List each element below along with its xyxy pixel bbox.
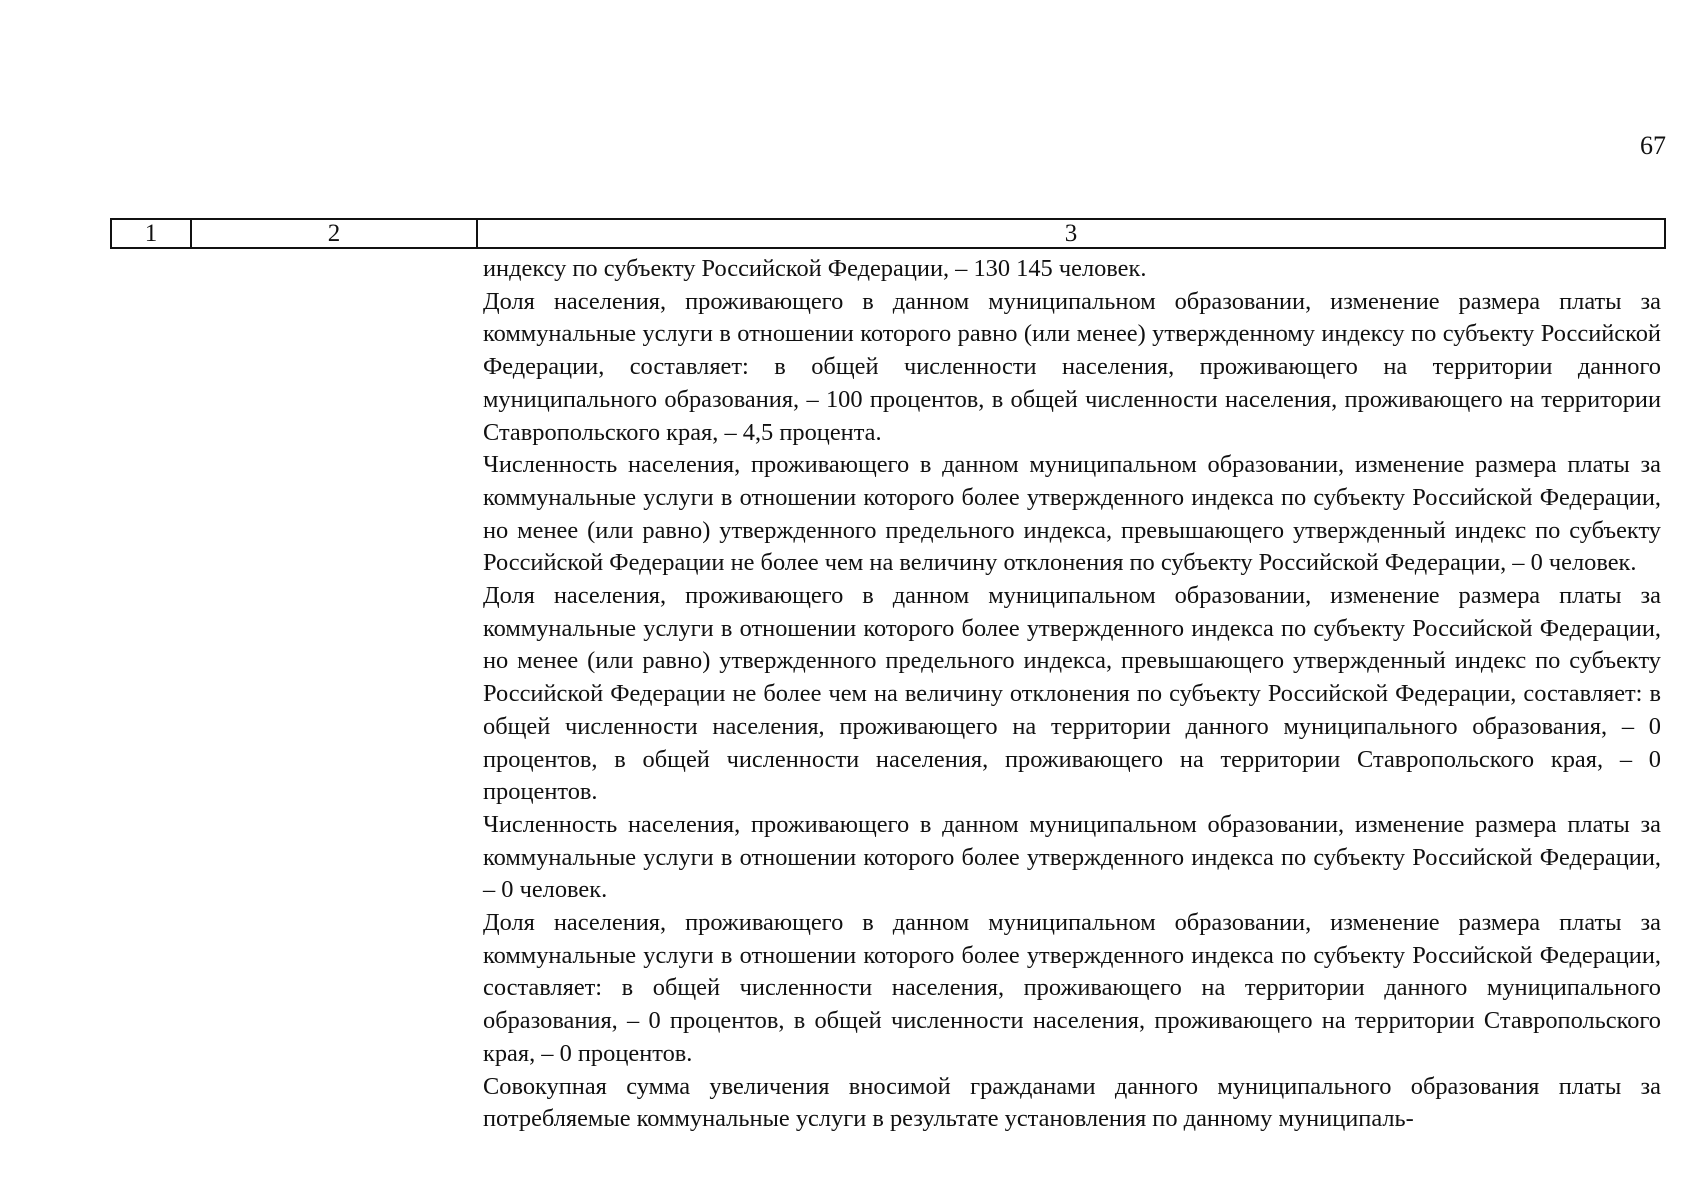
column-number-2: 2 (191, 219, 477, 248)
paragraph: Численность населения, проживающего в данном муниципальном образовании, изменение размера платы за коммунальные услуги в отношении которого более утвержденного индекса по субъекту Российской Федерации, – 0 человек. (483, 810, 1661, 904)
column-number-header (110, 218, 1666, 249)
paragraph: Доля населения, проживающего в данном муниципальном образовании, изменение размера платы за коммунальные услуги в отношении которого равно (или менее) утвержденному индексу по субъекту Российской Федерации, составляет: в общей численности населения, проживающего на территории данного муниципального образования, – 100 процентов, в общей численности населения, проживающего на территории Ставропольского края, – 4,5 процента. (483, 287, 1661, 446)
paragraph: Доля населения, проживающего в данном муниципальном образовании, изменение размера платы за коммунальные услуги в отношении которого более утвержденного индекса по субъекту Российской Федерации, составляет: в общей численности населения, проживающего на территории данного муниципального образования, – 0 процентов, в общей численности населения, проживающего на территории Ставропольского края, – 0 процентов. (483, 909, 1661, 1067)
paragraph: Совокупная сумма увеличения вносимой гражданами данного муниципального образования платы за потребляемые коммунальные услуги в результате установления по данному муниципаль- (483, 1072, 1661, 1133)
paragraph: индексу по субъекту Российской Федерации, – 130 145 человек. (483, 255, 1147, 282)
column-number-1: 1 (111, 219, 191, 248)
page-number: 67 (1640, 131, 1666, 160)
header-row (111, 219, 1665, 248)
paragraph: Доля населения, проживающего в данном муниципальном образовании, изменение размера платы за коммунальные услуги в отношении которого более утвержденного индекса по субъекту Российской Федерации, но менее (или равно) утвержденного предельного индекса, превышающего утвержденный индекс по субъекту Российской Федерации не более чем на величину отклонения по субъекту Российской Федерации, составляет: в общей численности населения, проживающего на территории данного муниципального образования, – 0 процентов, в общей численности населения, проживающего на территории Ставропольского края, – 0 процентов. (483, 582, 1661, 806)
column-3-text (483, 253, 1661, 1136)
column-number-3: 3 (477, 219, 1665, 248)
paragraph: Численность населения, проживающего в данном муниципальном образовании, изменение размера платы за коммунальные услуги в отношении которого более утвержденного индекса по субъекту Российской Федерации, но менее (или равно) утвержденного предельного индекса, превышающего утвержденный индекс по субъекту Российской Федерации не более чем на величину отклонения по субъекту Российской Федерации, – 0 человек. (483, 451, 1661, 577)
